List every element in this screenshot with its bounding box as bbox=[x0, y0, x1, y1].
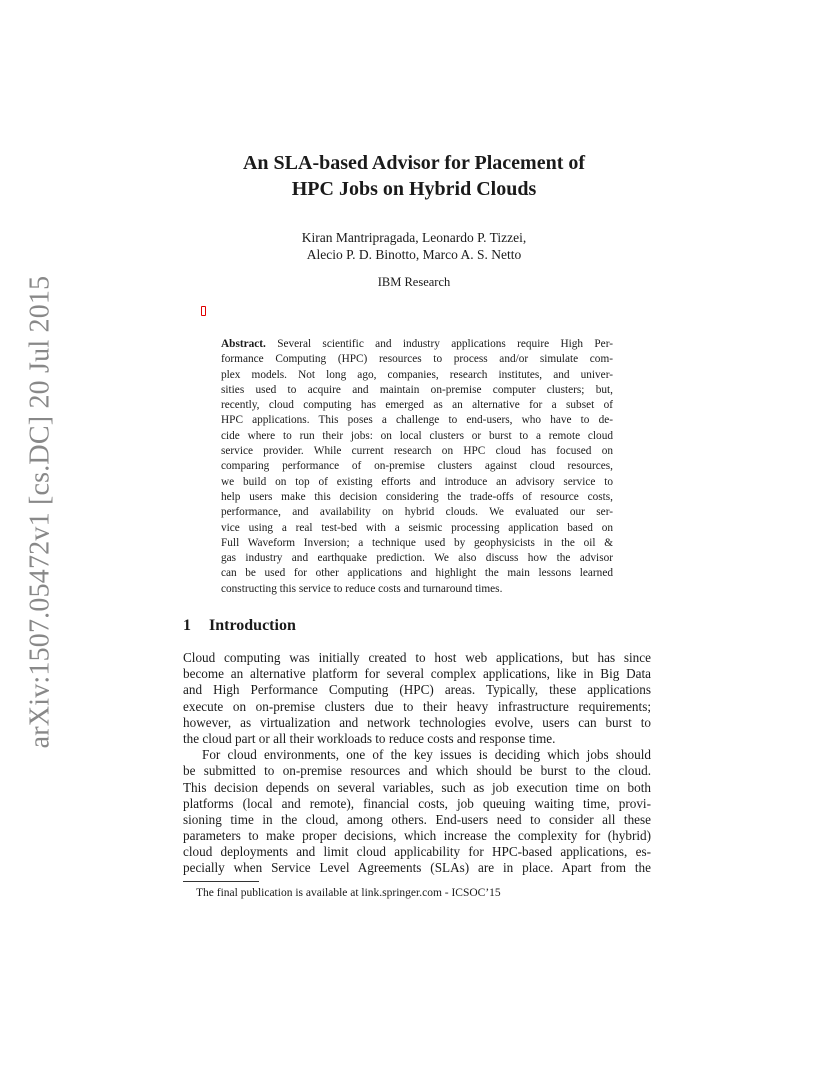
body-line: be submitted to on-premise resources and which should be burst to the cloud. bbox=[183, 763, 651, 779]
arxiv-identifier-text: arXiv:1507.05472v1 [cs.DC] 20 Jul 2015 bbox=[24, 275, 55, 749]
abstract-line: gas industry and earthquake prediction. We also discuss how the advisor bbox=[221, 552, 613, 565]
abstract-line: plex models. Not long ago, companies, research institutes, and univer- bbox=[221, 368, 613, 381]
section-title: Introduction bbox=[209, 617, 296, 634]
arxiv-identifier bbox=[16, 275, 64, 749]
abstract-line: vice using a real test-bed with a seismic processing application based on bbox=[221, 521, 613, 534]
title-line: HPC Jobs on Hybrid Clouds bbox=[291, 178, 537, 200]
abstract-line: Full Waveform Inversion; a technique used by geophysicists in the oil & bbox=[221, 536, 613, 549]
body-text bbox=[183, 650, 651, 877]
body-line: parameters to make proper decisions, which increase the complexity for (hybrid) bbox=[183, 828, 651, 844]
body-line: Cloud computing was initially created to host web applications, but has since bbox=[183, 650, 651, 665]
body-line: cloud deployments and limit cloud applicability for HPC-based applications, es- bbox=[183, 844, 651, 860]
abstract bbox=[221, 337, 613, 597]
abstract-line: Abstract. Several scientific and industry applications require High Per- bbox=[221, 338, 613, 350]
body-line: pecially when Service Level Agreements (SLAs) are in place. Apart from the bbox=[183, 860, 651, 876]
footnote: The final publication is available at link.springer.com - ICSOC’15 bbox=[196, 887, 501, 899]
body-line: become an alternative platform for several complex applications, like in Big Data bbox=[183, 666, 651, 682]
body-line: This decision depends on several variables, such as job execution time on both bbox=[183, 779, 651, 795]
body-line: sioning time in the cloud, among others. End-users need to consider all these bbox=[183, 811, 651, 827]
body-line: and High Performance Computing (HPC) areas. Typically, these applications bbox=[183, 682, 651, 698]
title-line: An SLA-based Advisor for Placement of bbox=[242, 152, 586, 174]
abstract-line: service provider. While current research on HPC cloud has focused on bbox=[221, 445, 613, 458]
abstract-line: performance, and availability on hybrid clouds. We evaluated our ser- bbox=[221, 506, 613, 519]
author-line: Alecio P. D. Binotto, Marco A. S. Netto bbox=[306, 247, 522, 262]
abstract-line: cide where to run their jobs: on local clusters or burst to a remote cloud bbox=[221, 429, 613, 442]
link-marker bbox=[201, 306, 206, 316]
body-line: execute on on-premise clusters due to their heavy infrastructure requirements; bbox=[183, 698, 651, 714]
abstract-line: constructing this service to reduce costs and turnaround times. bbox=[221, 582, 503, 595]
body-line: however, as virtualization and network technologies evolve, users can burst to bbox=[183, 714, 651, 730]
affiliation: IBM Research bbox=[377, 275, 451, 289]
abstract-label: Abstract. bbox=[221, 338, 266, 350]
footnote-rule bbox=[183, 881, 259, 882]
author-line: Kiran Mantripragada, Leonardo P. Tizzei, bbox=[301, 230, 527, 245]
paper-title bbox=[0, 150, 828, 202]
section-heading bbox=[183, 616, 296, 636]
author-list bbox=[0, 229, 828, 263]
abstract-line: sities used to acquire and maintain on-premise computer clusters; but, bbox=[221, 383, 613, 396]
section-number: 1 bbox=[183, 617, 191, 634]
body-line: For cloud environments, one of the key issues is deciding which jobs should bbox=[202, 747, 651, 763]
abstract-line: help users make this decision considering the trade-offs of resource costs, bbox=[221, 490, 613, 503]
abstract-line: comparing performance of on-premise clusters against cloud resources, bbox=[221, 460, 613, 473]
abstract-line: HPC applications. This poses a challenge to end-users, who have to de- bbox=[221, 414, 613, 427]
body-line: the cloud part or all their workloads to reduce costs and response time. bbox=[183, 730, 556, 746]
abstract-line: formance Computing (HPC) resources to process and/or simulate com- bbox=[221, 353, 613, 366]
abstract-line: we build on top of existing efforts and introduce an advisory service to bbox=[221, 475, 613, 488]
abstract-line: can be used for other applications and highlight the main lessons learned bbox=[221, 567, 613, 580]
abstract-line: recently, cloud computing has emerged as an alternative for a subset of bbox=[221, 399, 613, 412]
body-line: platforms (local and remote), financial costs, job queuing waiting time, provi- bbox=[183, 795, 651, 811]
